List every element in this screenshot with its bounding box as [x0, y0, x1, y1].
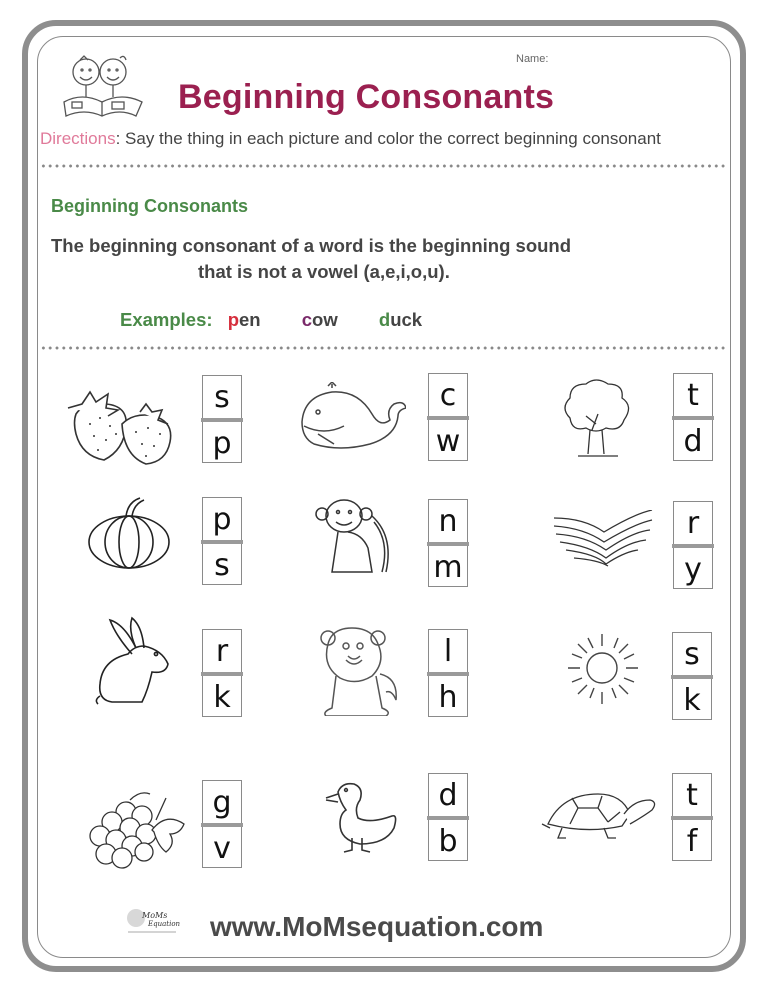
directions-text: : Say the thing in each picture and color the correct beginning consonant [115, 129, 661, 148]
sun-icon [564, 630, 642, 708]
letter-choice-box [202, 780, 242, 868]
yarn-icon [552, 510, 654, 570]
rabbit-icon [94, 616, 174, 712]
website-url[interactable]: www.MoMsequation.com [210, 911, 544, 942]
letter-option[interactable]: g [212, 784, 232, 820]
letter-option[interactable]: m [433, 549, 463, 585]
strawberries-icon [64, 384, 176, 466]
letter-option[interactable]: n [438, 503, 458, 539]
name-label: Name: [516, 53, 549, 65]
grapes-icon [86, 790, 190, 872]
letter-choice-box [428, 629, 468, 717]
directions [40, 129, 728, 149]
letter-option[interactable]: h [438, 679, 458, 715]
lion-icon [318, 624, 404, 716]
letter-choice-box [428, 773, 468, 861]
monkey-icon [314, 496, 396, 578]
example-word-cow: cow [301, 309, 338, 330]
letter-option[interactable]: b [438, 823, 458, 859]
letter-choice-box [202, 629, 242, 717]
letter-option[interactable]: p [212, 425, 232, 461]
letter-option[interactable]: k [213, 679, 231, 715]
letter-choice-box [428, 499, 468, 587]
dotted-divider [40, 164, 725, 168]
letter-option[interactable]: t [687, 377, 699, 413]
definition [51, 233, 651, 285]
pumpkin-icon [86, 496, 172, 572]
letter-option[interactable]: p [212, 501, 232, 537]
page-title: Beginning Consonants [178, 78, 555, 116]
svg-text:MoMs: MoMs [142, 911, 168, 920]
letter-option[interactable]: r [686, 505, 700, 541]
letter-option[interactable]: s [214, 379, 230, 415]
letter-option[interactable]: r [215, 633, 229, 669]
letter-option[interactable]: k [683, 682, 701, 718]
directions-label: Directions [40, 129, 116, 148]
turtle-icon [540, 792, 658, 848]
definition-line-1: The beginning consonant of a word is the beginning sound [51, 235, 572, 256]
letter-choice-box [202, 375, 242, 463]
letter-option[interactable]: f [686, 823, 698, 859]
dotted-divider [40, 346, 725, 350]
examples [120, 309, 422, 331]
moms-equation-logo-icon [126, 906, 182, 934]
letter-option[interactable]: d [438, 777, 458, 813]
section-subtitle: Beginning Consonants [51, 196, 248, 216]
letter-choice-box [672, 632, 712, 720]
whale-icon [298, 382, 406, 454]
example-word-duck: duck [378, 309, 423, 330]
letter-option[interactable]: v [213, 830, 231, 866]
duck-icon [322, 782, 398, 854]
letter-option[interactable]: l [443, 633, 453, 669]
letter-choice-box [673, 373, 713, 461]
letter-option[interactable]: w [435, 423, 461, 459]
definition-line-2: that is not a vowel (a,e,i,o,u). [198, 261, 450, 282]
kids-reading-icon [58, 52, 146, 120]
letter-choice-box [202, 497, 242, 585]
letter-choice-box [673, 501, 713, 589]
letter-option[interactable]: c [439, 377, 457, 413]
letter-option[interactable]: y [684, 551, 702, 587]
letter-choice-box [428, 373, 468, 461]
letter-option[interactable]: s [684, 636, 700, 672]
letter-choice-box [672, 773, 712, 861]
example-word-pen: pen [227, 309, 261, 330]
letter-option[interactable]: d [683, 423, 703, 459]
examples-label: Examples: [120, 309, 213, 330]
letter-option[interactable]: t [686, 777, 698, 813]
letter-option[interactable]: s [214, 547, 230, 583]
svg-text:Equation: Equation [148, 920, 181, 928]
tree-icon [556, 378, 636, 460]
